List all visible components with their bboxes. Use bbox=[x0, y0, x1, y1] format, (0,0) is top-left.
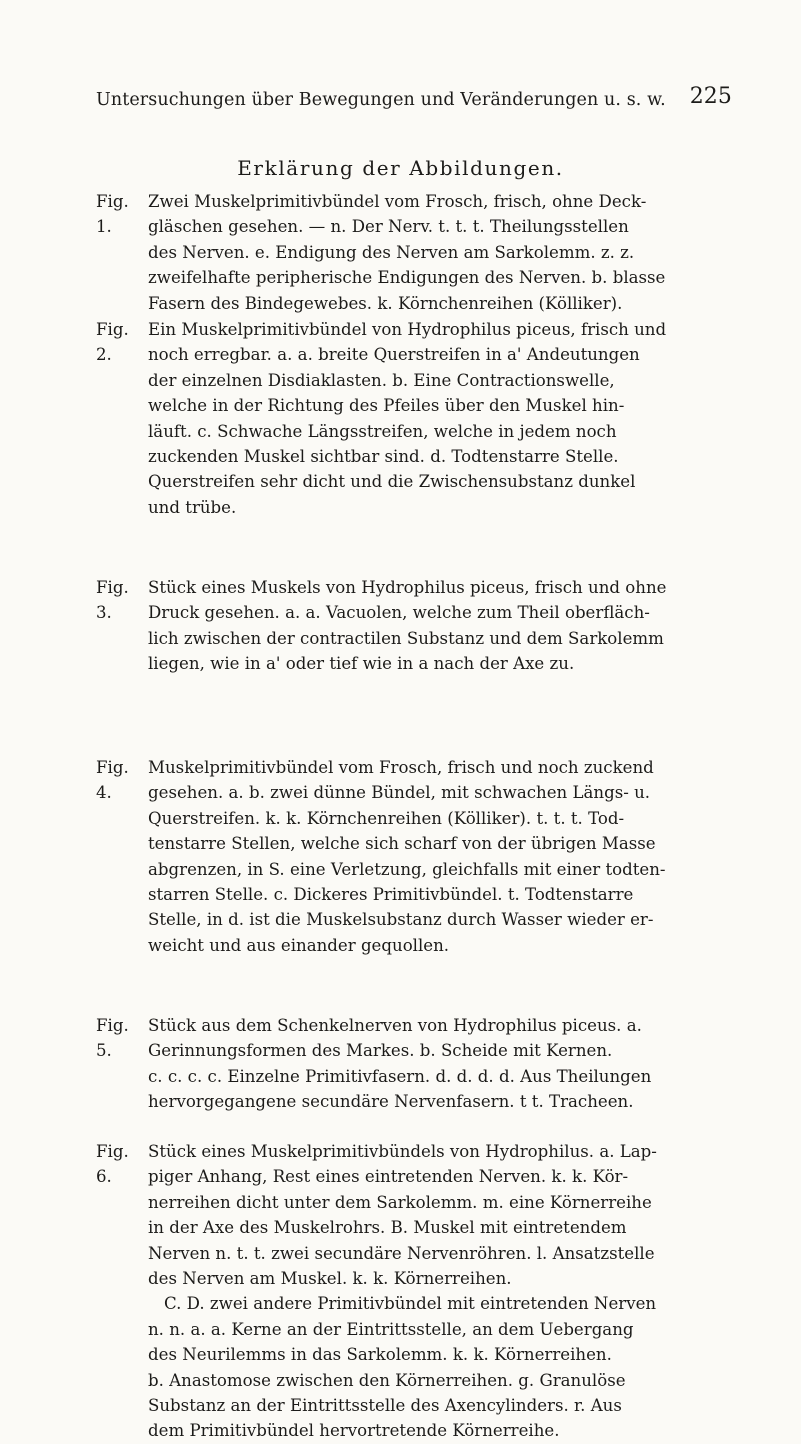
caption-line: piger Anhang, Rest eines eintretenden Nerven. k. k. Kör- bbox=[148, 1167, 629, 1187]
figure-caption bbox=[96, 1139, 744, 1444]
caption-line: lich zwischen der contractilen Substanz und dem Sarkolemm bbox=[148, 628, 664, 648]
caption-line: zuckenden Muskel sichtbar sind. d. Todtenstarre Stelle. bbox=[148, 447, 619, 467]
caption-line: des Nerven am Muskel. k. k. Körnerreihen. bbox=[148, 1269, 512, 1289]
caption-line: läuft. c. Schwache Längsstreifen, welche in jedem noch bbox=[148, 421, 617, 441]
running-head bbox=[96, 84, 736, 110]
caption-line: C. D. zwei andere Primitivbündel mit eintretenden Nerven bbox=[164, 1294, 657, 1314]
caption-line: noch erregbar. a. a. breite Querstreifen in a' Andeutungen bbox=[148, 345, 640, 365]
caption-line: Querstreifen sehr dicht und die Zwischensubstanz dunkel bbox=[148, 472, 636, 492]
caption-line: b. Anastomose zwischen den Körnerreihen. g. Granulöse bbox=[148, 1370, 626, 1390]
caption-line: Ein Muskelprimitivbündel von Hydrophilus piceus, frisch und bbox=[148, 320, 667, 339]
caption-line: n. n. a. a. Kerne an der Eintrittsstelle, an dem Uebergang bbox=[148, 1319, 634, 1339]
figure-caption bbox=[96, 575, 744, 677]
caption-line: gesehen. a. b. zwei dünne Bündel, mit schwachen Längs- u. bbox=[148, 783, 651, 803]
figure-caption bbox=[96, 317, 744, 520]
figure-caption bbox=[96, 1013, 744, 1115]
caption-line: Stelle, in d. ist die Muskelsubstanz durch Wasser wieder er- bbox=[148, 910, 654, 930]
figure-caption bbox=[96, 755, 744, 958]
caption-line: Querstreifen. k. k. Körnchenreihen (Kölliker). t. t. t. Tod- bbox=[148, 808, 625, 828]
figure-label: Fig. 1. bbox=[96, 192, 129, 237]
caption-line: des Nerven. e. Endigung des Nerven am Sarkolemm. z. z. bbox=[148, 242, 635, 262]
caption-line: Muskelprimitivbündel vom Frosch, frisch und noch zuckend bbox=[148, 758, 654, 777]
caption-line: Stück eines Muskels von Hydrophilus piceus, frisch und ohne bbox=[148, 578, 667, 597]
figure-caption bbox=[96, 189, 744, 316]
caption-line: zweifelhafte peripherische Endigungen des Nerven. b. blasse bbox=[148, 268, 666, 288]
figure-label: Fig. 2. bbox=[96, 320, 129, 365]
caption-line: und trübe. bbox=[148, 497, 237, 517]
caption-line: dem Primitivbündel hervortretende Körnerreihe. bbox=[148, 1421, 560, 1441]
section-title: Erklärung der Abbildungen. bbox=[237, 156, 564, 180]
caption-line: Stück aus dem Schenkelnerven von Hydrophilus piceus. a. bbox=[148, 1016, 642, 1035]
caption-line: des Neurilemms in das Sarkolemm. k. k. Körnerreihen. bbox=[148, 1345, 612, 1365]
figure-label: Fig. 5. bbox=[96, 1016, 129, 1061]
caption-line: nerreihen dicht unter dem Sarkolemm. m. eine Körnerreihe bbox=[148, 1192, 652, 1212]
figure-label: Fig. 4. bbox=[96, 758, 129, 803]
caption-line: Druck gesehen. a. a. Vacuolen, welche zum Theil oberfläch- bbox=[148, 603, 650, 623]
caption-line: abgrenzen, in S. eine Verletzung, gleichfalls mit einer todten- bbox=[148, 859, 666, 879]
caption-line: Fasern des Bindegewebes. k. Körnchenreihen (Kölliker). bbox=[148, 293, 623, 313]
caption-line: welche in der Richtung des Pfeiles über den Muskel hin- bbox=[148, 396, 625, 416]
caption-line: c. c. c. c. Einzelne Primitivfasern. d. d. d. d. Aus Theilungen bbox=[148, 1066, 652, 1086]
caption-line: tenstarre Stellen, welche sich scharf von der übrigen Masse bbox=[148, 834, 656, 854]
caption-line: starren Stelle. c. Dickeres Primitivbündel. t. Todtenstarre bbox=[148, 885, 634, 905]
running-title: Untersuchungen über Bewegungen und Veränderungen u. s. w. bbox=[96, 90, 666, 110]
page-number: 225 bbox=[689, 84, 732, 109]
caption-line: Substanz an der Eintrittsstelle des Axencylinders. r. Aus bbox=[148, 1396, 622, 1416]
caption-line: in der Axe des Muskelrohrs. B. Muskel mit eintretendem bbox=[148, 1218, 627, 1238]
caption-line: der einzelnen Disdiaklasten. b. Eine Contractionswelle, bbox=[148, 370, 615, 390]
figure-label: Fig. 3. bbox=[96, 578, 129, 623]
caption-line: liegen, wie in a' oder tief wie in a nach der Axe zu. bbox=[148, 654, 575, 674]
figure-label: Fig. 6. bbox=[96, 1142, 129, 1187]
caption-line: Gerinnungsformen des Markes. b. Scheide mit Kernen. bbox=[148, 1041, 613, 1061]
caption-line: Nerven n. t. t. zwei secundäre Nervenröhren. l. Ansatzstelle bbox=[148, 1243, 655, 1263]
caption-line: gläschen gesehen. — n. Der Nerv. t. t. t. Theilungsstellen bbox=[148, 217, 629, 237]
caption-line: weicht und aus einander gequollen. bbox=[148, 935, 450, 955]
caption-line: hervorgegangene secundäre Nervenfasern. t t. Tracheen. bbox=[148, 1092, 634, 1112]
caption-line: Zwei Muskelprimitivbündel vom Frosch, frisch, ohne Deck- bbox=[148, 192, 647, 211]
caption-line: Stück eines Muskelprimitivbündels von Hydrophilus. a. Lap- bbox=[148, 1142, 657, 1161]
